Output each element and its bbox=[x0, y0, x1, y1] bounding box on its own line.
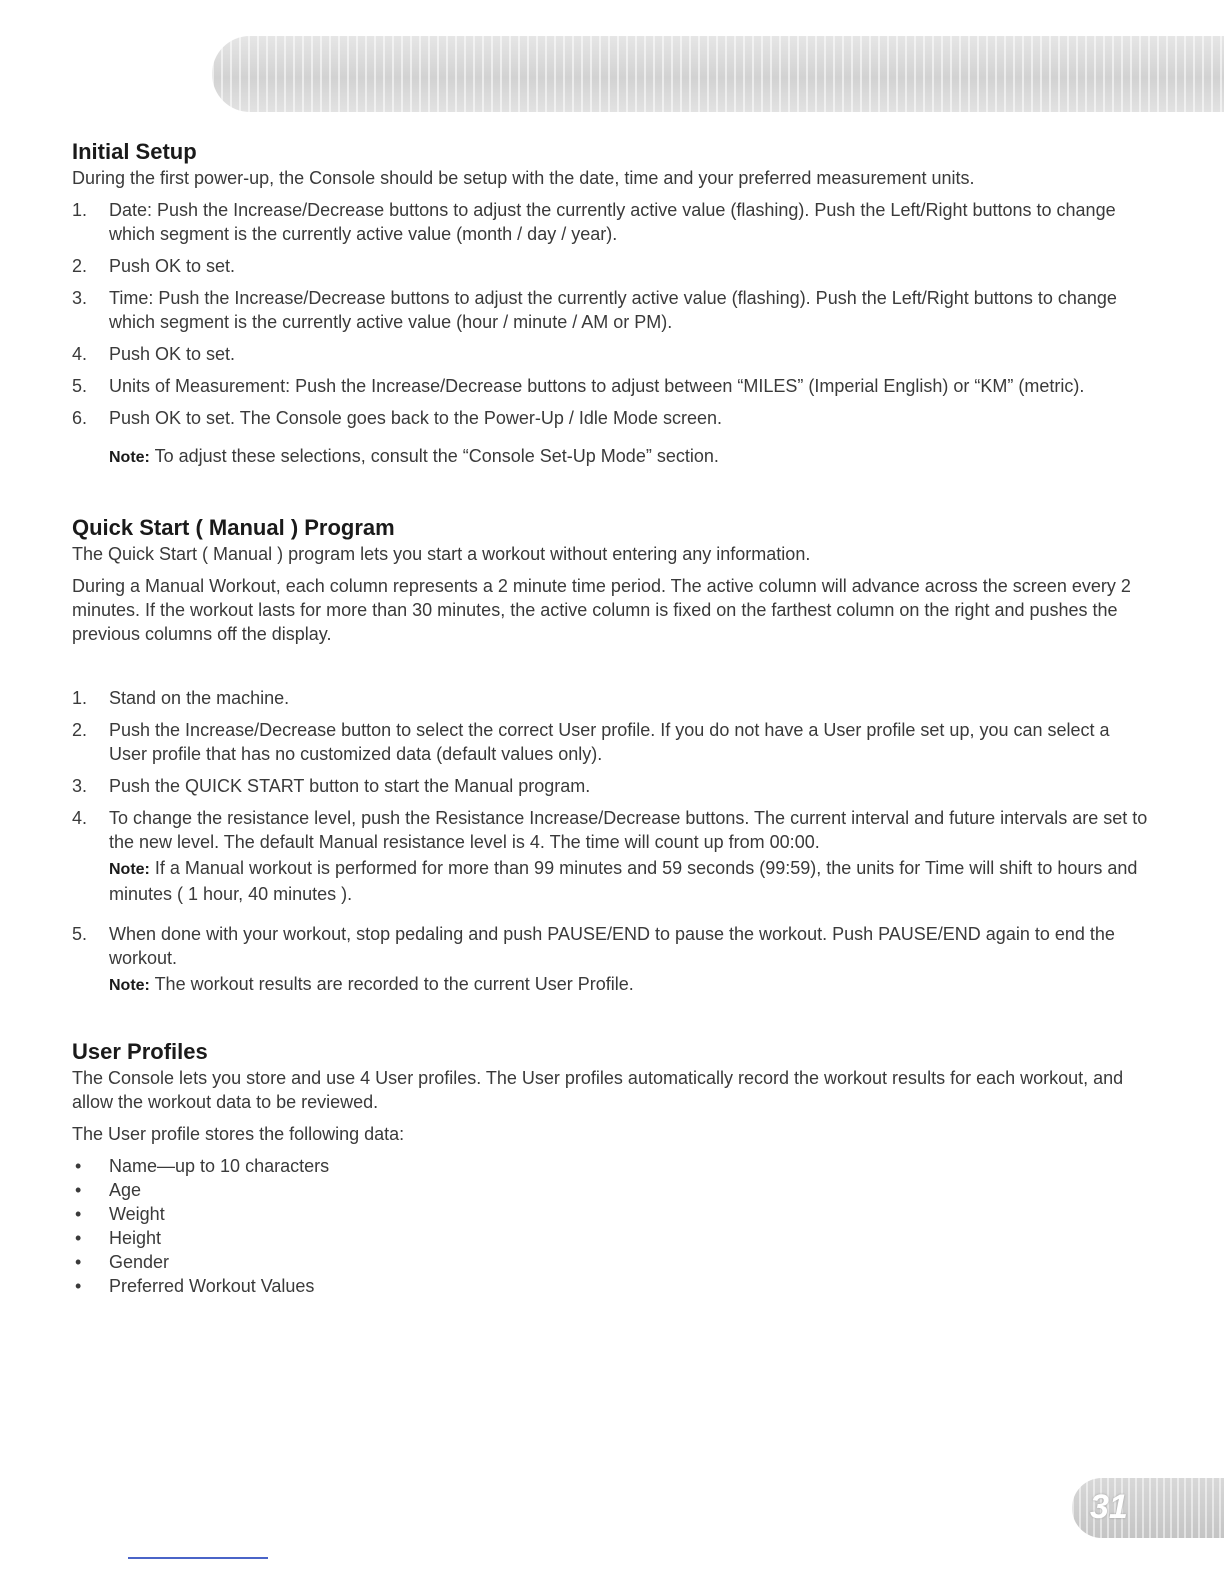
list-item-text: Height bbox=[109, 1228, 162, 1248]
list-item bbox=[72, 1226, 1152, 1250]
step-text: Push the QUICK START button to start the Manual program. bbox=[109, 776, 591, 796]
section-lead: The User profile stores the following data: bbox=[72, 1124, 405, 1144]
list-item-text: Age bbox=[109, 1180, 142, 1200]
bullet-icon: • bbox=[75, 1180, 82, 1200]
note bbox=[109, 444, 1152, 470]
step-number: 1. bbox=[72, 688, 88, 708]
note-text: To adjust these selections, consult the “Console Set-Up Mode” section. bbox=[149, 446, 719, 466]
section-intro: The Quick Start ( Manual ) program lets you start a workout without entering any information. bbox=[72, 544, 811, 564]
bullet-icon: • bbox=[75, 1228, 82, 1248]
note-label: Note: bbox=[109, 977, 150, 994]
step-text: Push OK to set. bbox=[109, 256, 236, 276]
step-number: 5. bbox=[72, 924, 88, 944]
list-item bbox=[72, 1154, 1152, 1178]
section-paragraph: During a Manual Workout, each column represents a 2 minute time period. The active column will advance across the screen every 2 minutes. If the workout lasts for more than 30 minutes, the active column is fixed on the farthest column on the right and pushes the previous columns off the display. bbox=[72, 576, 1131, 644]
step-text: Push OK to set. bbox=[109, 344, 236, 364]
bullet-icon: • bbox=[75, 1252, 82, 1272]
step-number: 6. bbox=[72, 408, 88, 428]
list-item-text: Name—up to 10 characters bbox=[109, 1156, 330, 1176]
step-number: 2. bbox=[72, 720, 88, 740]
note-label: Note: bbox=[109, 861, 150, 878]
setup-steps bbox=[72, 198, 1152, 430]
step-text: To change the resistance level, push the Resistance Increase/Decrease buttons. The current interval and future intervals are set to the new level. The default Manual resistance level is 4. The time will count up from 00:00. bbox=[109, 808, 1148, 852]
step-number: 4. bbox=[72, 808, 88, 828]
bullet-icon: • bbox=[75, 1276, 82, 1296]
section-initial-setup bbox=[72, 138, 1152, 470]
list-item bbox=[72, 806, 1152, 906]
list-item bbox=[72, 406, 1152, 430]
list-item bbox=[72, 342, 1152, 366]
section-title: Quick Start ( Manual ) Program bbox=[72, 515, 395, 540]
step-text: When done with your workout, stop pedaling and push PAUSE/END to pause the workout. Push PAUSE/END again to end the workout. bbox=[109, 924, 1115, 968]
bullet-icon: • bbox=[75, 1204, 82, 1224]
section-title: Initial Setup bbox=[72, 139, 197, 164]
list-item bbox=[72, 198, 1152, 246]
list-item bbox=[72, 374, 1152, 398]
section-intro: During the first power-up, the Console should be setup with the date, time and your preferred measurement units. bbox=[72, 168, 975, 188]
list-item bbox=[72, 1250, 1152, 1274]
bullet-icon: • bbox=[75, 1156, 82, 1176]
step-number: 5. bbox=[72, 376, 88, 396]
step-number: 3. bbox=[72, 776, 88, 796]
section-intro: The Console lets you store and use 4 User profiles. The User profiles automatically record the workout results for each workout, and allow the workout data to be reviewed. bbox=[72, 1068, 1124, 1112]
list-item-text: Gender bbox=[109, 1252, 170, 1272]
list-item bbox=[72, 922, 1152, 998]
step-number: 1. bbox=[72, 200, 88, 220]
list-item bbox=[72, 1274, 1152, 1298]
note-text: The workout results are recorded to the current User Profile. bbox=[149, 974, 634, 994]
step-text: Date: Push the Increase/Decrease buttons to adjust the currently active value (flashing). Push the Left/Right buttons to change which segment is the currently active value (month / day / year). bbox=[109, 200, 1116, 244]
list-item bbox=[72, 286, 1152, 334]
step-text: Time: Push the Increase/Decrease buttons to adjust the currently active value (flashing). Push the Left/Right buttons to change which segment is the currently active value (hour / minute / AM or PM). bbox=[109, 288, 1117, 332]
list-item-text: Weight bbox=[109, 1204, 165, 1224]
list-item bbox=[72, 254, 1152, 278]
note bbox=[109, 972, 1152, 998]
step-text: Push the Increase/Decrease button to select the correct User profile. If you do not have a User profile set up, you can select a User profile that has no customized data (default values only). bbox=[109, 720, 1110, 764]
list-item bbox=[72, 1178, 1152, 1202]
profile-data-list bbox=[72, 1154, 1152, 1298]
footer-divider bbox=[128, 1557, 268, 1559]
step-text: Units of Measurement: Push the Increase/Decrease buttons to adjust between “MILES” (Imperial English) or “KM” (metric). bbox=[109, 376, 1085, 396]
step-text: Push OK to set. The Console goes back to the Power-Up / Idle Mode screen. bbox=[109, 408, 722, 428]
step-number: 4. bbox=[72, 344, 88, 364]
note-label: Note: bbox=[109, 449, 150, 466]
list-item-text: Preferred Workout Values bbox=[109, 1276, 315, 1296]
step-number: 2. bbox=[72, 256, 88, 276]
page-number: 31 bbox=[1090, 1488, 1128, 1526]
page-number-tab bbox=[1072, 1478, 1224, 1538]
section-quick-start bbox=[72, 514, 1152, 998]
quick-start-steps bbox=[72, 686, 1152, 998]
section-user-profiles bbox=[72, 1038, 1152, 1298]
list-item bbox=[72, 686, 1152, 710]
list-item bbox=[72, 774, 1152, 798]
note bbox=[109, 856, 1152, 906]
header-band bbox=[212, 36, 1224, 112]
step-number: 3. bbox=[72, 288, 88, 308]
step-text: Stand on the machine. bbox=[109, 688, 290, 708]
note-text: If a Manual workout is performed for more than 99 minutes and 59 seconds (99:59), the units for Time will shift to hours and minutes ( 1 hour, 40 minutes ). bbox=[109, 858, 1138, 904]
list-item bbox=[72, 1202, 1152, 1226]
section-title: User Profiles bbox=[72, 1039, 208, 1064]
list-item bbox=[72, 718, 1152, 766]
page-content bbox=[72, 138, 1152, 1298]
